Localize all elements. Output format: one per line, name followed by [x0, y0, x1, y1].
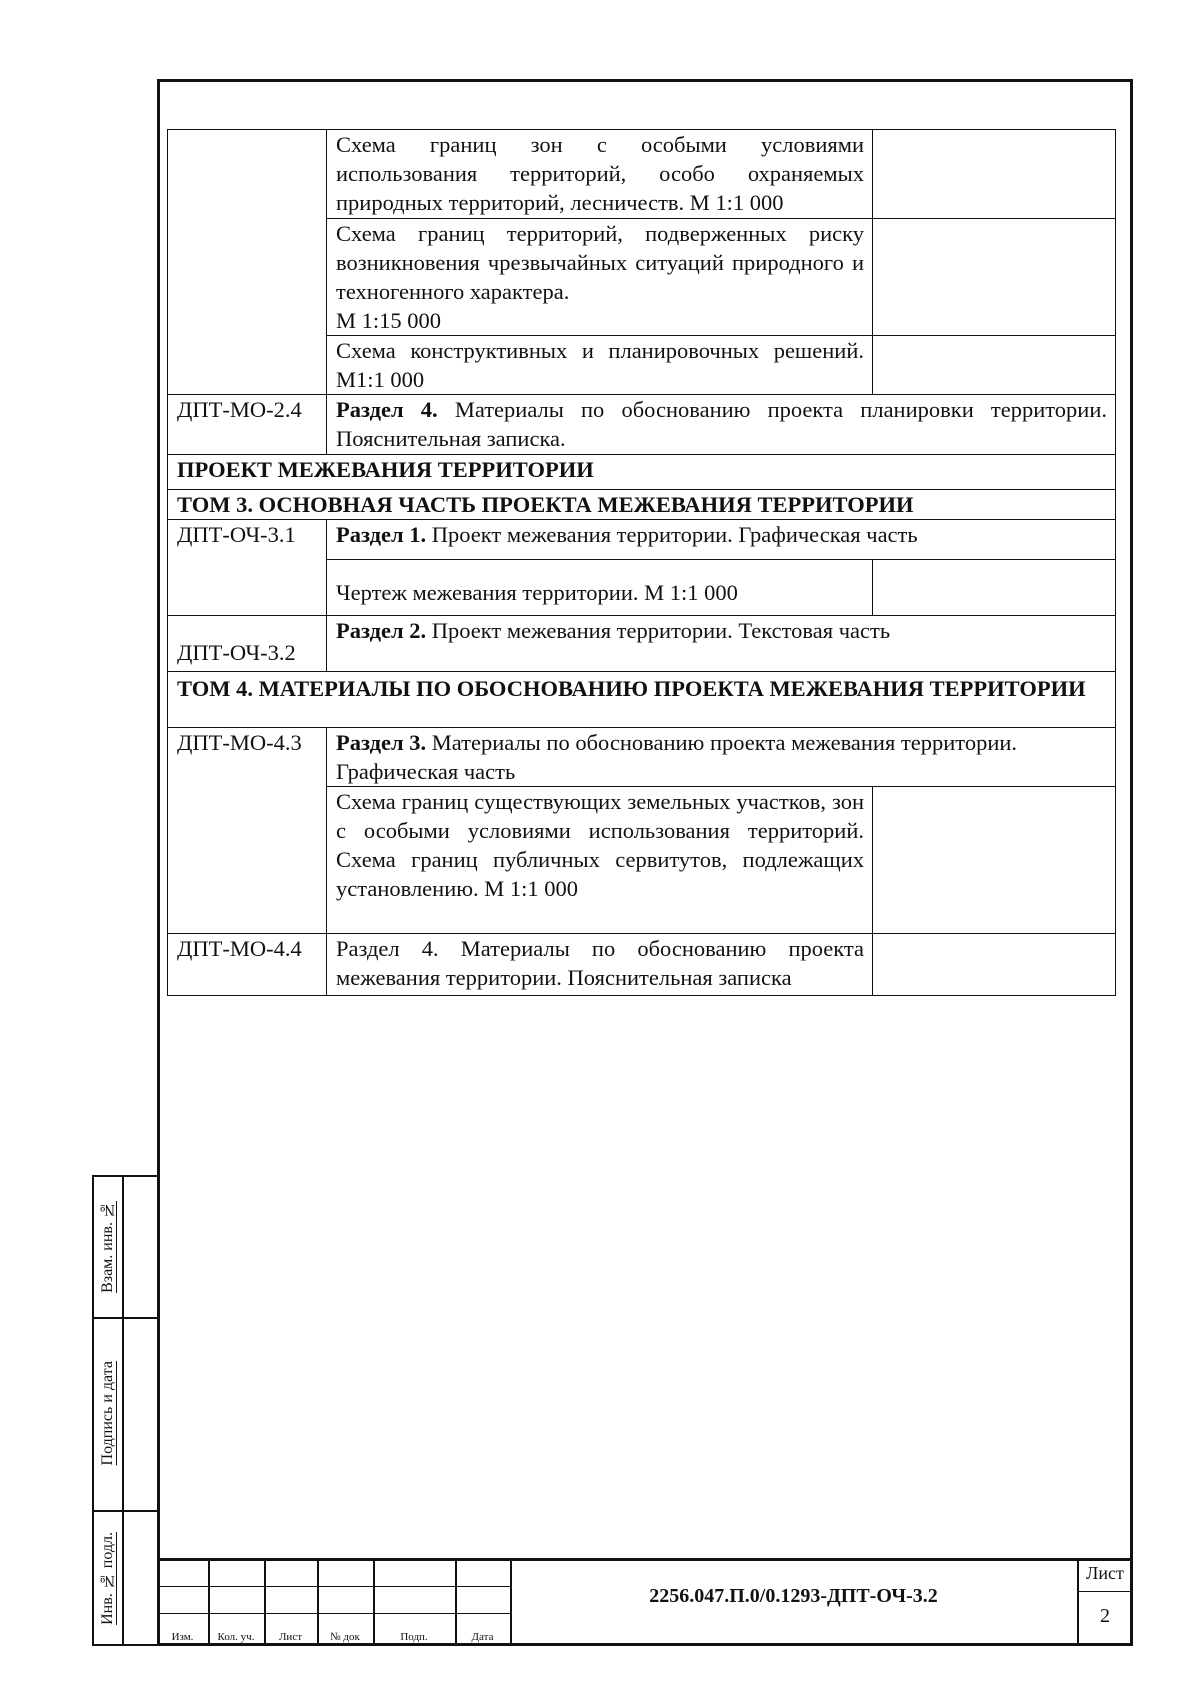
- section-label: Раздел 3.: [336, 730, 427, 755]
- section-label: Раздел 1.: [336, 522, 427, 547]
- contents-table: [167, 129, 1116, 996]
- empty-cell: [873, 934, 1116, 996]
- tb-label-izm: Изм.: [171, 1631, 194, 1643]
- side-divider: [122, 1177, 124, 1644]
- table-row: [168, 520, 1116, 560]
- side-label-podpis: Подпись и дата: [99, 1361, 116, 1466]
- row-description: [327, 520, 1116, 560]
- tb-line: [1077, 1591, 1133, 1592]
- side-stamp-strip: [92, 1175, 157, 1646]
- section-label: Раздел 2.: [336, 618, 427, 643]
- section-label: Раздел 4.: [336, 397, 438, 422]
- row-description: [327, 219, 873, 336]
- tb-line: [157, 1613, 510, 1614]
- empty-cell: [873, 336, 1116, 395]
- empty-cell: [873, 787, 1116, 934]
- row-description: Схема конструктивных и планировочных решений. М1:1 000: [327, 336, 873, 395]
- empty-cell: [873, 130, 1116, 219]
- table-row: [168, 672, 1116, 728]
- section-text: Проект межевания территории. Текстовая часть: [431, 618, 891, 643]
- section-heading: ПРОЕКТ МЕЖЕВАНИЯ ТЕРРИТОРИИ: [168, 455, 1116, 490]
- section-text: Материалы по обоснованию проекта планировки территории. Пояснительная записка.: [336, 397, 1107, 451]
- row-description: Схема границ существующих земельных участков, зон с особыми условиями использования территорий. Схема границ публичных сервитутов, подлежащих установлению. М 1:1 000: [327, 787, 873, 934]
- row-description: Схема границ зон с особыми условиями использования территорий, особо охраняемых природных территорий, лесничеств. М 1:1 000: [327, 130, 873, 219]
- row-description: [327, 395, 1116, 455]
- row-description: [327, 616, 1116, 672]
- empty-cell: [873, 560, 1116, 616]
- section-heading: ТОМ 3. ОСНОВНАЯ ЧАСТЬ ПРОЕКТА МЕЖЕВАНИЯ ТЕРРИТОРИИ: [168, 490, 1116, 520]
- section-text: Проект межевания территории. Графическая часть: [431, 522, 918, 547]
- empty-cell: [873, 219, 1116, 336]
- sheet-number: 2: [1100, 1605, 1110, 1627]
- title-block: [157, 1558, 1133, 1646]
- row-code: ДПТ-ОЧ-3.1: [168, 520, 327, 616]
- row-code: ДПТ-МО-2.4: [168, 395, 327, 455]
- row-description-text: Схема границ территорий, подверженных риску возникновения чрезвычайных ситуаций природного и техногенного характера.: [336, 221, 864, 304]
- row-code: ДПТ-ОЧ-3.2: [168, 616, 327, 672]
- section-heading: ТОМ 4. МАТЕРИАЛЫ ПО ОБОСНОВАНИЮ ПРОЕКТА МЕЖЕВАНИЯ ТЕРРИТОРИИ: [168, 672, 1116, 728]
- tb-label-list: Лист: [278, 1631, 303, 1643]
- side-label-vzam: Взам. инв. №: [99, 1201, 116, 1293]
- row-description: [327, 728, 1116, 787]
- tb-label-podp: Подп.: [400, 1631, 428, 1643]
- table-row: [168, 130, 1116, 219]
- table-row: [168, 728, 1116, 787]
- tb-label-data: Дата: [471, 1631, 494, 1643]
- row-description: Чертеж межевания территории. М 1:1 000: [327, 560, 873, 616]
- table-row: [168, 934, 1116, 996]
- row-scale: М 1:15 000: [336, 308, 442, 333]
- row-description: Раздел 4. Материалы по обоснованию проекта межевания территории. Пояснительная записка: [327, 934, 873, 996]
- document-code: 2256.047.П.0/0.1293-ДПТ-ОЧ-3.2: [649, 1585, 938, 1607]
- section-text: Материалы по обоснованию проекта межевания территории. Графическая часть: [336, 730, 1018, 784]
- sheet-label: Лист: [1086, 1563, 1124, 1583]
- row-code: ДПТ-МО-4.3: [168, 728, 327, 934]
- empty-code-cell: [168, 130, 327, 395]
- side-label-inv: Инв. № подл.: [99, 1531, 116, 1625]
- row-code: ДПТ-МО-4.4: [168, 934, 327, 996]
- table-row: [168, 616, 1116, 672]
- tb-line: [157, 1586, 510, 1587]
- table-row: [168, 455, 1116, 490]
- tb-label-ndok: № док: [330, 1631, 360, 1643]
- table-row: [168, 490, 1116, 520]
- table-row: [168, 395, 1116, 455]
- tb-label-kol: Кол. уч.: [217, 1631, 255, 1643]
